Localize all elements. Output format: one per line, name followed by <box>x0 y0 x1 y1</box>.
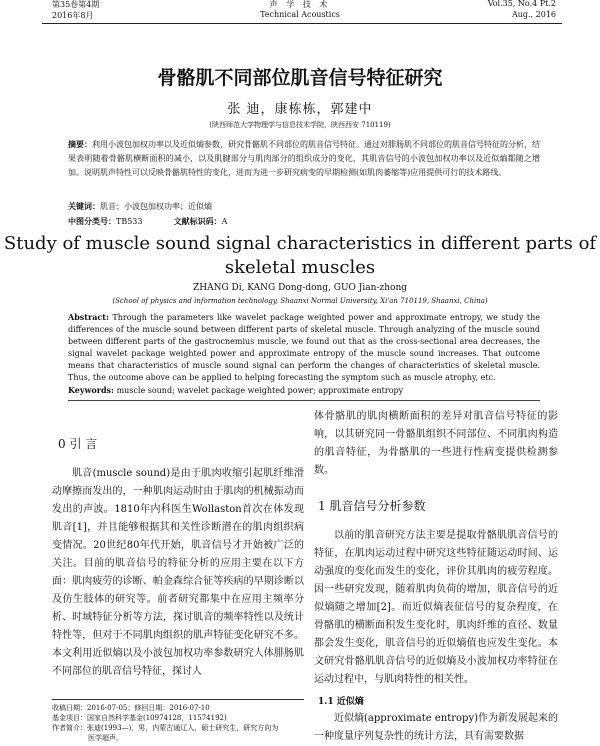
abstract-en-label: Abstract: <box>68 312 109 322</box>
abstract-en-text: Through the parameters like wavelet package weighted power and approximate entropy, we study the differences of the muscle sound between different parts of skeletal muscle. Through analyzing of the muscle sound between different parts of the gastrocnemius muscle, we found out that as the cross-sectional area decreases, the signal wavelet package weighted power and approximate entropy of the muscle sound increases. That outcome means that characteristics of muscle sound signal can perform the changes of characteristics of skeletal muscle. Thus, the outcome above can be applied to helping forecasting the symptom such as muscle atrophy, etc. <box>68 313 540 382</box>
keywords-cn-label: 关键词： <box>68 201 100 211</box>
header-rule <box>42 23 562 24</box>
right-paragraph-1: 体骨骼肌的肌肉横断面积的差异对肌音信号特征的影响，以其研究同一骨骼肌组织不同部位、不同肌肉构造的肌音特征，为骨骼肌的一些进行性病变提供检测参数。 <box>314 411 558 476</box>
clc-value: TB533 <box>116 217 143 226</box>
affiliation-cn: (陕西师范大学物理学与信息技术学院，陕西西安 710119) <box>209 121 391 129</box>
abstract-cn <box>68 137 540 180</box>
header-volume: 第35卷第4期 <box>52 0 100 9</box>
left-paragraph-1: 肌音(muscle sound)是由于肌肉收缩引起肌纤维滑动摩擦而发出的，一种肌肉运动时由于肌肉的机械振动而发出的声波。1810年内科医生Wollaston首次在体发现肌音[1]，并且能够根据其和关性诊断潜在的肌肉组织病变情况。20世纪80年代开始，肌音信号才开始被广泛的关注。目前的肌音信号的特征分析的应用主要在以下方面：肌肉疲劳的诊断、帕金森综合征等疾病的早期诊断以及仿生肢体的研究等。前者研究都集中在应用主频率分析、时域特征分析等方法，探讨肌音的频率特性以及统计特性等，但对于不同肌肉组织的肌声特征变化研究不多。本文利用近似熵以及小波包加权功率参数研究人体腓肠肌不同部位的肌音信号特征，探讨人 <box>52 468 304 677</box>
abstract-rule <box>68 400 540 401</box>
header-volume-en: Vol.35, No.4 Pt.2 <box>487 0 556 8</box>
footnote-received: 收稿日期：2016-07-05；修回日期：2016-07-10 <box>52 704 210 712</box>
paper-title-en-line2: skeletal muscles <box>224 257 376 278</box>
keywords-en <box>68 384 540 397</box>
abstract-en <box>68 311 540 384</box>
doc-code-value: A <box>221 217 228 226</box>
right-paragraph-2: 以前的肌音研究方法主要是提取骨骼肌肌音信号的特征，在肌肉运动过程中研究这些特征随运动时间、运动强度的变化而发生的变化，评价其肌肉的疲劳程度。因一些研究发现，随着肌肉负荷的增加，肌音信号的近似熵随之增加[2]。而近似熵表征信号的复杂程度，在骨骼肌的横断面积发生变化时，肌肉纤维的直径、数量都会发生变化，肌音信号的近似熵值也应发生变化。本文研究骨骼肌肌音信号的近似熵及小波加权功率特征在运动过程中，与肌肉特性的相关性。 <box>314 530 558 685</box>
keywords-en-label: Keywords: <box>68 385 115 395</box>
footnote-rule <box>52 699 304 700</box>
classification-line <box>68 214 540 229</box>
header-date: 2016年8月 <box>52 11 94 20</box>
header-date-en: Aug., 2016 <box>511 10 556 19</box>
clc-label: 中图分类号： <box>68 216 116 226</box>
keywords-cn-text: 肌音；小波包加权功率；近似熵 <box>100 202 212 211</box>
keywords-cn <box>68 199 540 214</box>
header-journal-en: Technical Acoustics <box>260 10 340 19</box>
footnote-fund: 基金项目：国家自然科学基金(10974128，11574192) <box>52 714 227 722</box>
section-1-heading: 1 肌音信号分析参数 <box>318 499 426 513</box>
paper-title-en-line1: Study of muscle sound signal characteristics in different parts of <box>3 233 597 254</box>
affiliation-en: (School of physics and information technology, Shaanxi Normal University, Xi'an 710119, Shaanxi, China) <box>112 297 488 305</box>
authors-en: ZHANG Di, KANG Dong-dong, GUO Jian-zhong <box>192 283 408 293</box>
header-journal-cn: 声 学 技 术 <box>269 0 331 9</box>
subsection-1-1-heading: 1.1 近似熵 <box>318 697 364 707</box>
abstract-cn-text: 利用小波包加权功率以及近似熵参数，研究骨骼肌不同部位的肌音信号特征。通过对腓肠肌不同部位的肌音信号特征的分析，结果表明随着骨骼肌横断面积的减小，以及肌腱部分与肌肉部分的组织成分的变化，其肌音信号的小波包加权功率以及近似熵都随之增加。说明肌声特性可以反映骨骼肌特性的变化，进而为进一步研究病变的早期检测(如肌肉萎缩等)应用提供可行的技术路线。 <box>68 140 540 177</box>
keywords-en-text: muscle sound; wavelet package weighted power; approximate entropy <box>116 386 404 395</box>
paper-title-en <box>0 232 600 280</box>
footnote-author: 作者简介：张迪(1993—)，男，内蒙古通辽人，硕士研究生，研究方向为 <box>52 724 279 732</box>
section-0-heading: 0 引 言 <box>58 437 98 451</box>
paper-title-cn: 骨骼肌不同部位肌音信号特征研究 <box>157 67 443 89</box>
doc-code-label: 文献标识码： <box>173 216 222 226</box>
footnote-author-cont: 医学超声。 <box>88 734 123 742</box>
abstract-cn-label: 摘要： <box>68 139 92 149</box>
authors-cn: 张 迪，康栋栋，郭建中 <box>227 102 373 117</box>
right-paragraph-3: 近似熵(approximate entropy)作为新发展起来的一种度量序列复杂性的统计方法，具有需要数据 <box>314 713 558 742</box>
